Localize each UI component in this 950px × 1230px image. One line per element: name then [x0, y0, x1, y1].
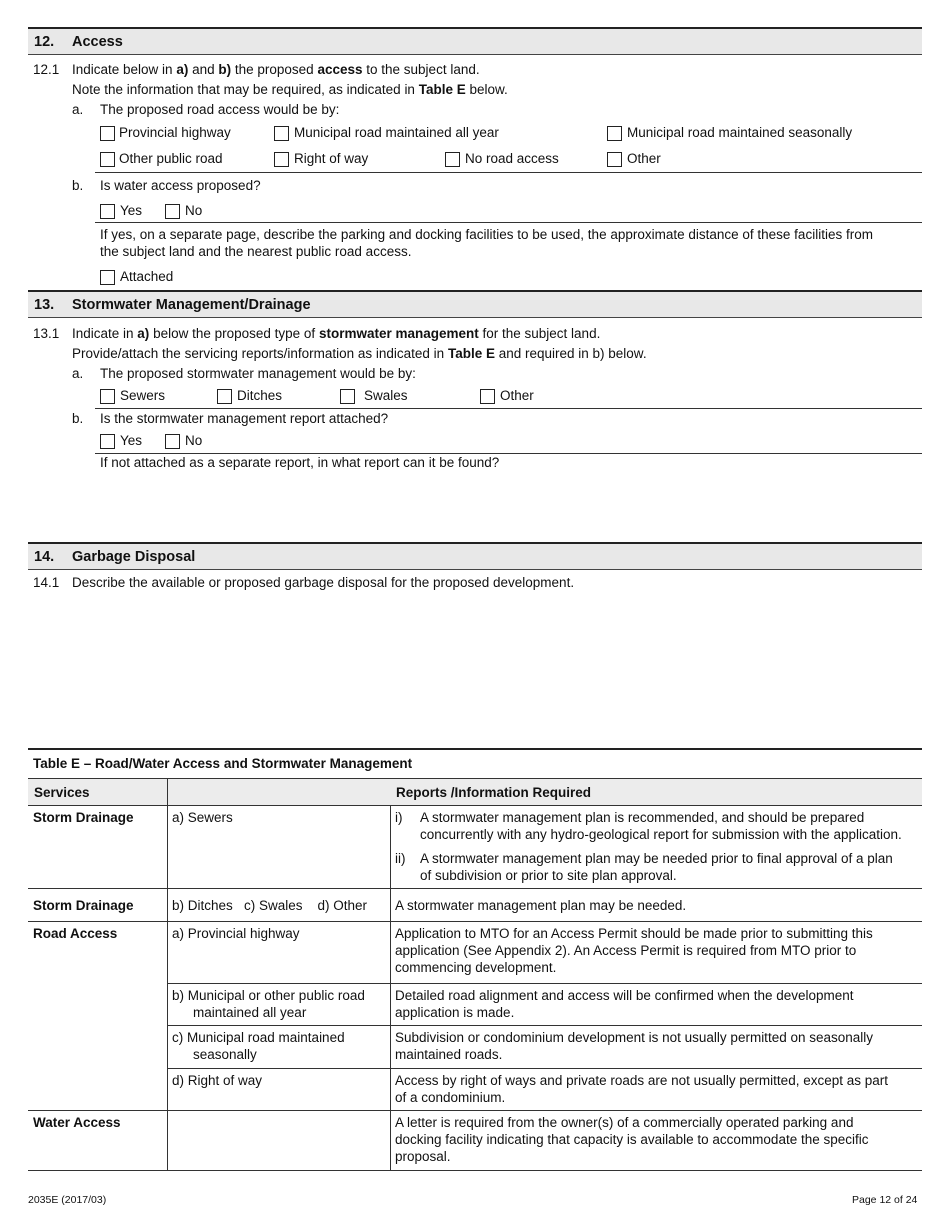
section-number: 12. [34, 34, 55, 50]
report-line: A stormwater management plan is recommended, and should be prepared [420, 810, 865, 825]
report-line: A stormwater management plan may be needed. [395, 898, 687, 913]
municipal-road-all-year-checkbox[interactable] [274, 126, 289, 141]
option-cell: d) Right of way [172, 1073, 263, 1088]
section-number: 13. [34, 297, 55, 313]
report-line: docking facility indicating that capacity is available to accommodate the specific [395, 1132, 869, 1147]
other-stormwater-checkbox[interactable] [480, 389, 495, 404]
service-cell: Water Access [33, 1115, 121, 1130]
table-row [28, 1111, 922, 1171]
checkbox-label: Yes [120, 203, 143, 218]
note-text: Note the information that may be required, as indicated in Table E below. [72, 82, 508, 97]
form-id: 2035E (2017/03) [28, 1194, 107, 1206]
question-number: 14.1 [33, 575, 60, 590]
sub-question-text: Is the stormwater management report attached? [100, 411, 389, 426]
report-line: Subdivision or condominium development is not usually permitted on seasonally [395, 1030, 874, 1045]
option-cell: b) Ditches c) Swales d) Other [172, 898, 368, 913]
column-header-reports: Reports /Information Required [396, 785, 592, 800]
option-cell: seasonally [193, 1047, 257, 1062]
report-line: of a condominium. [395, 1090, 506, 1105]
section-title: Garbage Disposal [72, 549, 196, 565]
right-of-way-checkbox[interactable] [274, 152, 289, 167]
report-line: A letter is required from the owner(s) of a commercially operated parking and [395, 1115, 854, 1130]
report-line: Application to MTO for an Access Permit should be made prior to submitting this [395, 926, 873, 941]
section-13-header [28, 290, 922, 318]
table-row [28, 1069, 922, 1111]
column-header-services: Services [34, 785, 90, 800]
swales-checkbox[interactable] [340, 389, 355, 404]
sub-question-text: The proposed stormwater management would be by: [100, 366, 416, 381]
option-cell: b) Municipal or other public road [172, 988, 365, 1003]
sub-label: b. [72, 411, 84, 426]
sewers-checkbox[interactable] [100, 389, 115, 404]
sub-question-text: The proposed road access would be by: [100, 102, 340, 117]
checkbox-label: Other [627, 151, 661, 166]
question-text: Indicate in a) below the proposed type of stormwater management for the subject land. [72, 326, 601, 341]
report-line: proposal. [395, 1149, 451, 1164]
checkbox-label: No [185, 203, 203, 218]
divider [95, 222, 922, 223]
divider [95, 408, 922, 409]
checkbox-label: Swales [364, 388, 408, 403]
table-title: Table E – Road/Water Access and Stormwater Management [33, 756, 413, 771]
question-number: 12.1 [33, 62, 60, 77]
question-text: Describe the available or proposed garbage disposal for the proposed development. [72, 575, 575, 590]
report-line: application (See Appendix 2). An Access Permit is required from MTO prior to [395, 943, 857, 958]
checkbox-label: Right of way [294, 151, 369, 166]
checkbox-label: Ditches [237, 388, 283, 403]
table-bottom-border [28, 1170, 922, 1171]
checkbox-label: No [185, 433, 203, 448]
if-yes-text: If yes, on a separate page, describe the parking and docking facilities to be used, the approximate distance of these facilities from [100, 227, 873, 242]
question-text: Indicate below in a) and b) the proposed access to the subject land. [72, 62, 480, 77]
sub-question-text: Is water access proposed? [100, 178, 261, 193]
list-number: ii) [395, 851, 406, 866]
option-cell: a) Provincial highway [172, 926, 300, 941]
divider [95, 453, 922, 454]
report-attached-no-checkbox[interactable] [165, 434, 180, 449]
section-12-header [28, 27, 922, 55]
other-public-road-checkbox[interactable] [100, 152, 115, 167]
garbage-disposal-field[interactable] [72, 594, 922, 739]
table-row [28, 984, 922, 1026]
municipal-road-seasonal-checkbox[interactable] [607, 126, 622, 141]
report-line: maintained roads. [395, 1047, 503, 1062]
page-number: Page 12 of 24 [852, 1194, 918, 1206]
question-number: 13.1 [33, 326, 60, 341]
service-cell: Storm Drainage [33, 810, 134, 825]
table-row [28, 806, 922, 888]
section-title: Stormwater Management/Drainage [72, 297, 311, 313]
provide-text: Provide/attach the servicing reports/information as indicated in Table E and required in b) below. [72, 346, 647, 361]
checkbox-label: Provincial highway [119, 125, 231, 140]
water-access-yes-checkbox[interactable] [100, 204, 115, 219]
report-line: of subdivision or prior to site plan approval. [420, 868, 677, 883]
report-line: commencing development. [395, 960, 557, 975]
table-top-border [28, 748, 922, 750]
table-row [28, 1026, 922, 1068]
checkbox-label: Municipal road maintained all year [294, 125, 499, 140]
checkbox-label: Attached [120, 269, 174, 284]
report-line: Detailed road alignment and access will be confirmed when the development [395, 988, 854, 1003]
water-access-no-checkbox[interactable] [165, 204, 180, 219]
checkbox-label: Municipal road maintained seasonally [627, 125, 853, 140]
attached-checkbox[interactable] [100, 270, 115, 285]
report-attached-yes-checkbox[interactable] [100, 434, 115, 449]
option-cell: c) Municipal road maintained [172, 1030, 345, 1045]
section-14-header [28, 542, 922, 570]
checkbox-label: Other public road [119, 151, 223, 166]
section-title: Access [72, 34, 123, 50]
divider [95, 172, 922, 173]
report-line: A stormwater management plan may be needed prior to final approval of a plan [420, 851, 893, 866]
service-cell: Road Access [33, 926, 118, 941]
checkbox-label: Sewers [120, 388, 166, 403]
report-location-field[interactable] [100, 474, 922, 534]
provincial-highway-checkbox[interactable] [100, 126, 115, 141]
checkbox-label: No road access [465, 151, 559, 166]
ditches-checkbox[interactable] [217, 389, 232, 404]
no-road-access-checkbox[interactable] [445, 152, 460, 167]
other-road-checkbox[interactable] [607, 152, 622, 167]
report-line: application is made. [395, 1005, 515, 1020]
report-line: concurrently with any hydro-geological report for submission with the application. [420, 827, 902, 842]
option-cell: a) Sewers [172, 810, 233, 825]
report-line: Access by right of ways and private roads are not usually permitted, except as part [395, 1073, 888, 1088]
list-number: i) [395, 810, 403, 825]
option-cell: maintained all year [193, 1005, 307, 1020]
checkbox-label: Other [500, 388, 534, 403]
service-cell: Storm Drainage [33, 898, 134, 913]
if-not-attached-text: If not attached as a separate report, in what report can it be found? [100, 455, 500, 470]
sub-label: a. [72, 366, 84, 381]
table-row [28, 889, 922, 921]
if-yes-text: the subject land and the nearest public road access. [100, 244, 412, 259]
sub-label: b. [72, 178, 84, 193]
section-number: 14. [34, 549, 55, 565]
table-row [28, 922, 922, 982]
checkbox-label: Yes [120, 433, 143, 448]
sub-label: a. [72, 102, 84, 117]
